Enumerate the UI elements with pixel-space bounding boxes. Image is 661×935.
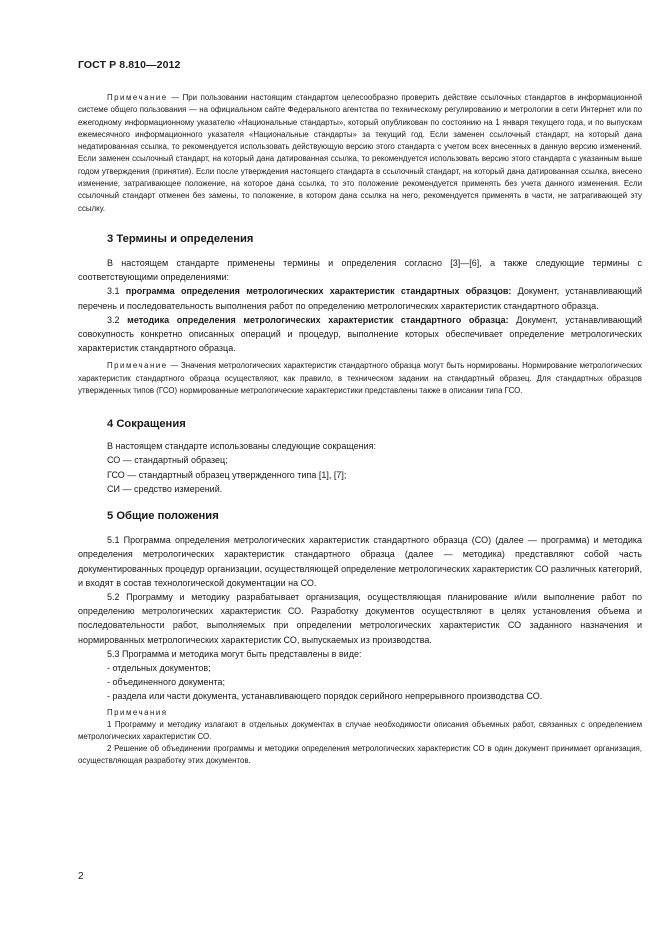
section-4-title: 4 Сокращения: [107, 418, 186, 431]
note-section-3: [78, 360, 642, 397]
note-item: 1 Программу и методику излагают в отдельных документах в случае необходимости описания объемных работ, связанных с определением метрологических характеристик СО.: [78, 719, 642, 741]
section-5-p3: 5.3 Программа и методика могут быть представлены в виде:: [107, 648, 362, 659]
term-definition: Документ, устанавливающий перечень и последовательность выполнения работ по определению метрологических характеристик стандартного образца.: [78, 286, 643, 311]
notes-label: Примечания: [107, 707, 168, 717]
document-header: ГОСТ Р 8.810—2012: [78, 59, 181, 71]
section-5-p1: 5.1 Программа определения метрологических характеристик стандартного образца (СО) (далее — программа) и методика определения метрологических характеристик стандартного образца (далее — методика) представляют собой часть документированных процедур организации, осуществляющей определение метрологических характеристик СО различных категорий, и входят в состав технологической документации на СО.: [78, 535, 642, 588]
term-3-2: [78, 313, 642, 356]
note-label: Примечание: [107, 93, 168, 102]
term-name: методика определения метрологических характеристик стандартного образца:: [127, 314, 509, 325]
term-number: 3.2: [107, 314, 128, 325]
list-item: - объединенного документа;: [107, 677, 225, 688]
note-text: — При пользовании настоящим стандартом целесообразно проверить действие ссылочных стандартов в информационной системе общего пользования — на официальном сайте Федерального агентства по техническому регулированию и метрологии в сети Интернет или по ежегодному информационному указателю «Национальные стандарты», который опубликован по состоянию на 1 января текущего года, и по выпускам ежемесячного информационного указателя «Национальные стандарты» за текущий год. Если заменен ссылочный стандарт, на который дана недатированная ссылка, то рекомендуется использовать действующую версию этого стандарта с учетом всех внесенных в данную версию изменений. Если заменен ссылочный стандарт, на который дана датированная ссылка, то рекомендуется использовать версию этого стандарта с указанным выше годом утверждения (принятия). Если после утверждения настоящего стандарта в ссылочный стандарт, на который дана датированная ссылка, внесено изменение, затрагивающее положение, на которое дана ссылка, то это положение рекомендуется применять без учета данного изменения. Если ссылочный стандарт отменен без замены, то положение, в котором дана ссылка на него, рекомендуется применять в части, не затрагивающей эту ссылку.: [78, 93, 642, 213]
term-name: программа определения метрологических характеристик стандартных образцов:: [125, 286, 512, 297]
term-number: 3.1: [107, 286, 126, 297]
section-3-intro: В настоящем стандарте применены термины и определения согласно [3]—[6], а также следующие термины с соответствующими определениями:: [78, 257, 642, 283]
note-item: 2 Решение об объединении программы и методики определения метрологических характеристик СО в один документ принимает организация, осуществляющая разработку этих документов.: [78, 744, 642, 766]
note-references: [78, 92, 642, 215]
term-definition: Документ, устанавливающий совокупность конкретно описанных операций и процедур, выполнение которых обеспечивает определение метрологических характеристик стандартного образца.: [78, 314, 642, 354]
list-item: - раздела или части документа, устанавливающего порядок серийного непрерывного производства СО.: [107, 691, 543, 702]
section-3-title: 3 Термины и определения: [107, 232, 254, 245]
term-3-1: [78, 284, 642, 312]
section-4-intro: В настоящем стандарте использованы следующие сокращения:: [107, 441, 377, 452]
list-item: - отдельных документов;: [107, 662, 211, 673]
abbrev-item: СИ — средство измерений.: [107, 483, 223, 494]
section-5-p2: 5.2 Программу и методику разрабатывает организация, осуществляющая планирование и/или выполнение работ по определению метрологических характеристик СО. Разработку документов осуществляют в целях установления объема и последовательности работ, выполняемых при определении метрологических характеристик СО заданного назначения и нормированных метрологических характеристик СО, выпускаемых из производства.: [78, 591, 642, 645]
note-label: Примечание: [107, 361, 168, 371]
note-text: — Значения метрологических характеристик стандартного образца могут быть нормированы. Нормирование метрологических характеристик стандартного образца осуществляют, как правило, в техническом задании на стандартный образец. Для стандартных образцов утвержденных типов (ГСО) нормированные метрологические характеристики представлены также в описании типа ГСО.: [78, 361, 642, 395]
document-body: [78, 92, 642, 768]
section-5-title: 5 Общие положения: [107, 510, 219, 523]
page-number: 2: [78, 871, 84, 882]
abbrev-item: ГСО — стандартный образец утвержденного типа [1], [7];: [107, 469, 347, 480]
abbrev-item: СО — стандартный образец;: [107, 455, 228, 466]
